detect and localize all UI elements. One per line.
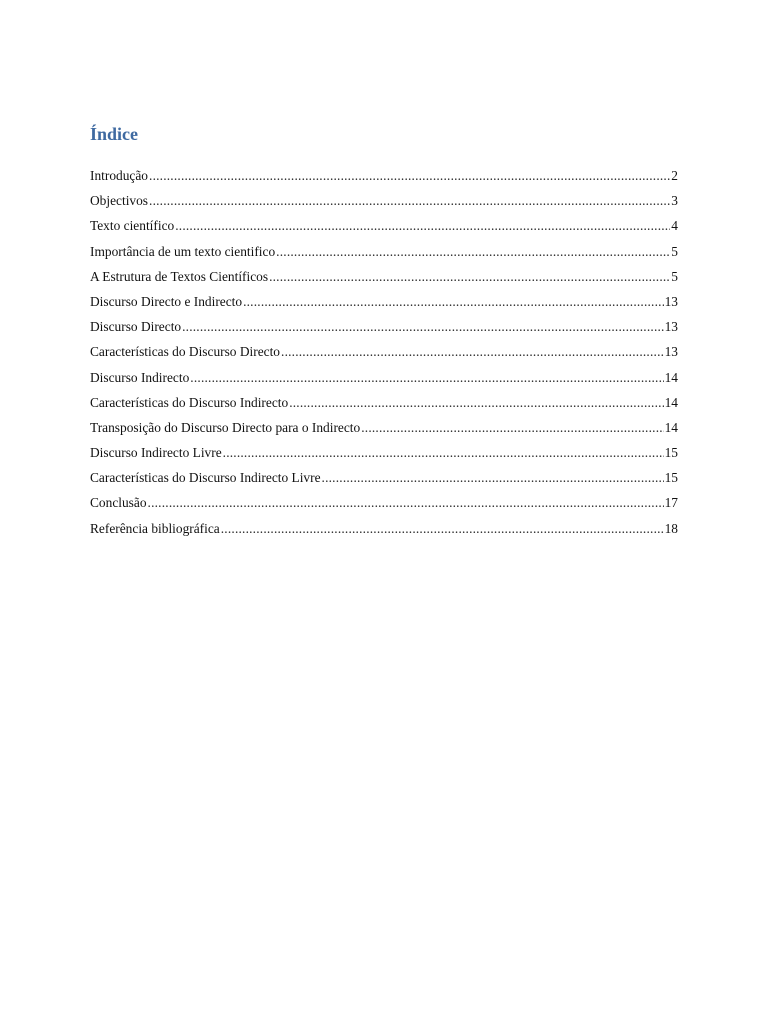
toc-entry-page-number: 2 xyxy=(671,168,678,183)
toc-dot-leader xyxy=(361,415,663,440)
toc-entry-page-number: 5 xyxy=(671,268,678,284)
toc-entry-title: Características do Discurso Indirecto xyxy=(90,394,289,410)
toc-entry[interactable] xyxy=(90,516,678,541)
toc-entry-title: Referência bibliográfica xyxy=(90,520,220,536)
toc-entry-title: Texto científico xyxy=(90,218,175,234)
toc-entry-page-number: 13 xyxy=(664,344,678,360)
toc-entry-title: Discurso Directo xyxy=(90,319,182,335)
toc-entry[interactable] xyxy=(90,239,678,264)
toc-dot-leader xyxy=(276,239,670,264)
toc-entry-title: Importância de um texto cientifico xyxy=(90,243,276,259)
toc-dot-leader xyxy=(148,490,664,515)
toc-entry[interactable] xyxy=(90,339,678,364)
toc-entry-page-number: 14 xyxy=(664,394,678,410)
toc-dot-leader xyxy=(322,465,664,490)
toc-entry-title: Transposição do Discurso Directo para o Indirecto xyxy=(90,419,361,435)
toc-entry-title: Discurso Indirecto Livre xyxy=(90,445,222,461)
toc-entry-title: Objectivos xyxy=(90,193,149,209)
toc-dot-leader xyxy=(269,264,670,289)
toc-entry[interactable] xyxy=(90,415,678,440)
toc-dot-leader xyxy=(190,365,663,390)
toc-entry-page-number: 15 xyxy=(664,445,678,461)
toc-dot-leader xyxy=(281,339,664,364)
toc-entry[interactable] xyxy=(90,314,678,339)
toc-entry-page-number: 3 xyxy=(671,193,678,209)
toc-entry[interactable] xyxy=(90,213,678,238)
toc-entry[interactable] xyxy=(90,490,678,515)
toc-entry[interactable] xyxy=(90,264,678,289)
toc-entry-page-number: 13 xyxy=(664,293,678,309)
toc-entry-title: Características do Discurso Directo xyxy=(90,344,281,360)
toc-dot-leader xyxy=(149,188,670,213)
toc-entry-title: Discurso Directo e Indirecto xyxy=(90,293,243,309)
toc-dot-leader xyxy=(221,516,664,541)
toc-entry-page-number: 18 xyxy=(664,520,678,536)
toc-entry[interactable] xyxy=(90,465,678,490)
table-of-contents xyxy=(90,163,678,541)
toc-dot-leader xyxy=(289,390,663,415)
toc-entry[interactable] xyxy=(90,390,678,415)
toc-entry-title: Conclusão xyxy=(90,495,147,511)
toc-entry[interactable] xyxy=(90,163,678,188)
toc-dot-leader xyxy=(149,163,670,188)
toc-dot-leader xyxy=(243,289,664,314)
toc-entry[interactable] xyxy=(90,289,678,314)
toc-dot-leader xyxy=(182,314,664,339)
toc-entry[interactable] xyxy=(90,440,678,465)
toc-entry-title: Discurso Indirecto xyxy=(90,369,190,385)
toc-entry[interactable] xyxy=(90,365,678,390)
toc-entry-title: Introdução xyxy=(90,168,149,183)
toc-entry-page-number: 14 xyxy=(664,419,678,435)
toc-entry-title: A Estrutura de Textos Científicos xyxy=(90,268,269,284)
toc-entry-page-number: 15 xyxy=(664,470,678,486)
toc-entry-page-number: 17 xyxy=(664,495,678,511)
toc-entry[interactable] xyxy=(90,188,678,213)
toc-entry-page-number: 4 xyxy=(671,218,678,234)
toc-entry-page-number: 13 xyxy=(664,319,678,335)
toc-dot-leader xyxy=(175,213,670,238)
toc-entry-page-number: 14 xyxy=(664,369,678,385)
toc-entry-title: Características do Discurso Indirecto Livre xyxy=(90,470,321,486)
toc-dot-leader xyxy=(223,440,664,465)
toc-heading: Índice xyxy=(90,124,139,144)
toc-entry-page-number: 5 xyxy=(671,243,678,259)
